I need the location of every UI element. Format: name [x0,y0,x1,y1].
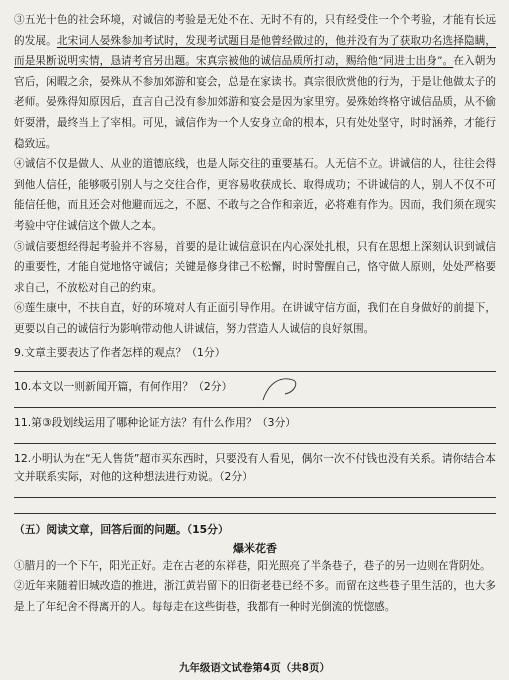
paragraph-3-text-b: 在入朝为官后，闲暇之余，晏殊从不参加郊游和宴会，总是在家读书。真宗很欣赏他的行为，于是让他做太子的老师。晏殊得知原因后，直言自己没有参加郊游和宴会是因为家里穷。晏殊始终格守诚信品质，从不偷奸耍滑，最终当上了宰相。可见，诚信作为一个人安身立命的根本，只有处处坚守，时时涵养，才能行稳致远。 [14,55,497,150]
exam-page [14,10,496,617]
pen-scribble [255,370,305,410]
answer-line-11[interactable] [14,442,496,444]
paragraph-6: ⑥莲生康中，不扶自直，好的环境对人有正面引导作用。在讲诚守信方面，我们在自身做好的前提下，更要以自己的诚信行为影响带动他人讲诚信，努力营造人人诚信的良好氛围。 [14,302,496,335]
question-10: 10.本文以一则新闻开篇，有何作用？（2分） [14,379,233,393]
section-5-title: （五）阅读文章，回答后面的问题。（15分） [14,522,229,536]
paragraph-3 [14,10,496,154]
page-footer: 九年级语文试卷第4页（共8页） [178,662,331,674]
question-9: 9.文章主要表达了作者怎样的观点？（1分） [14,345,226,359]
paragraph-4: ④诚信不仅是做人、从业的道德底线，也是人际交往的重要基石。人无信不立。讲诚信的人，往往会得到他人信任，能够吸引别人与之交往合作，更容易收获成长、取得成功；不讲诚信的人，别人不仅不可能信任他，而且还会对他避而远之，不愿、不敢与之合作和亲近，必将难有作为。因而，我们须在现实考验中守住诚信这个做人之本。 [14,158,496,232]
paragraph-3-underlined-text: 北宋词人晏殊参加考试时，发现考试题目是他曾经做过的，他并没有为了获取功名选择隐瞒，而是果断说明实情，恳请考官另出题。宋真宗被他的诚信品质所打动，赐给他“同进士出身”。 [14,34,497,68]
answer-line-12a[interactable] [14,496,496,498]
paragraph-5: ⑤诚信要想经得起考验并不容易，首要的是让诚信意识在内心深处扎根，只有在思想上深刻认识到诚信的重要性，才能自觉地恪守诚信；关键是修身律己不松懈，时时警醒自己，恪守做人原则，处处严格要求自己，不放松对自己的约束。 [14,240,496,294]
article-title: 爆米花香 [233,541,277,555]
paragraph-3-text-a: ③五光十色的社会环境，对诚信的考验是无处不在、无时不有的，只有经受住一个个考验，才能有长远的发展。 [14,14,496,47]
question-11: 11.第③段划线运用了哪种论证方法？有什么作用？（3分） [14,415,297,429]
question-12: 12.小明认为在“无人售货”超市买东西时，只要没有人看见，偶尔一次不付钱也没有关系。请你结合本文并联系实际，对他的这种想法进行劝说。（2分） [14,451,496,483]
answer-line-12b[interactable] [14,512,496,514]
article-paragraph-1: ①腊月的一个下午，阳光正好。走在古老的东祥巷，阳光照亮了半条巷子，巷子的另一边则在背阴处。 [14,559,491,572]
article-paragraph-2: ②近年来随着旧城改造的推进，浙江黄岩留下的旧街老巷已经不多。而留在这些巷子里生活的，也大多是上了年纪舍不得离开的人。每每走在这些街巷，我都有一种时光倒流的恍惚感。 [14,580,496,613]
